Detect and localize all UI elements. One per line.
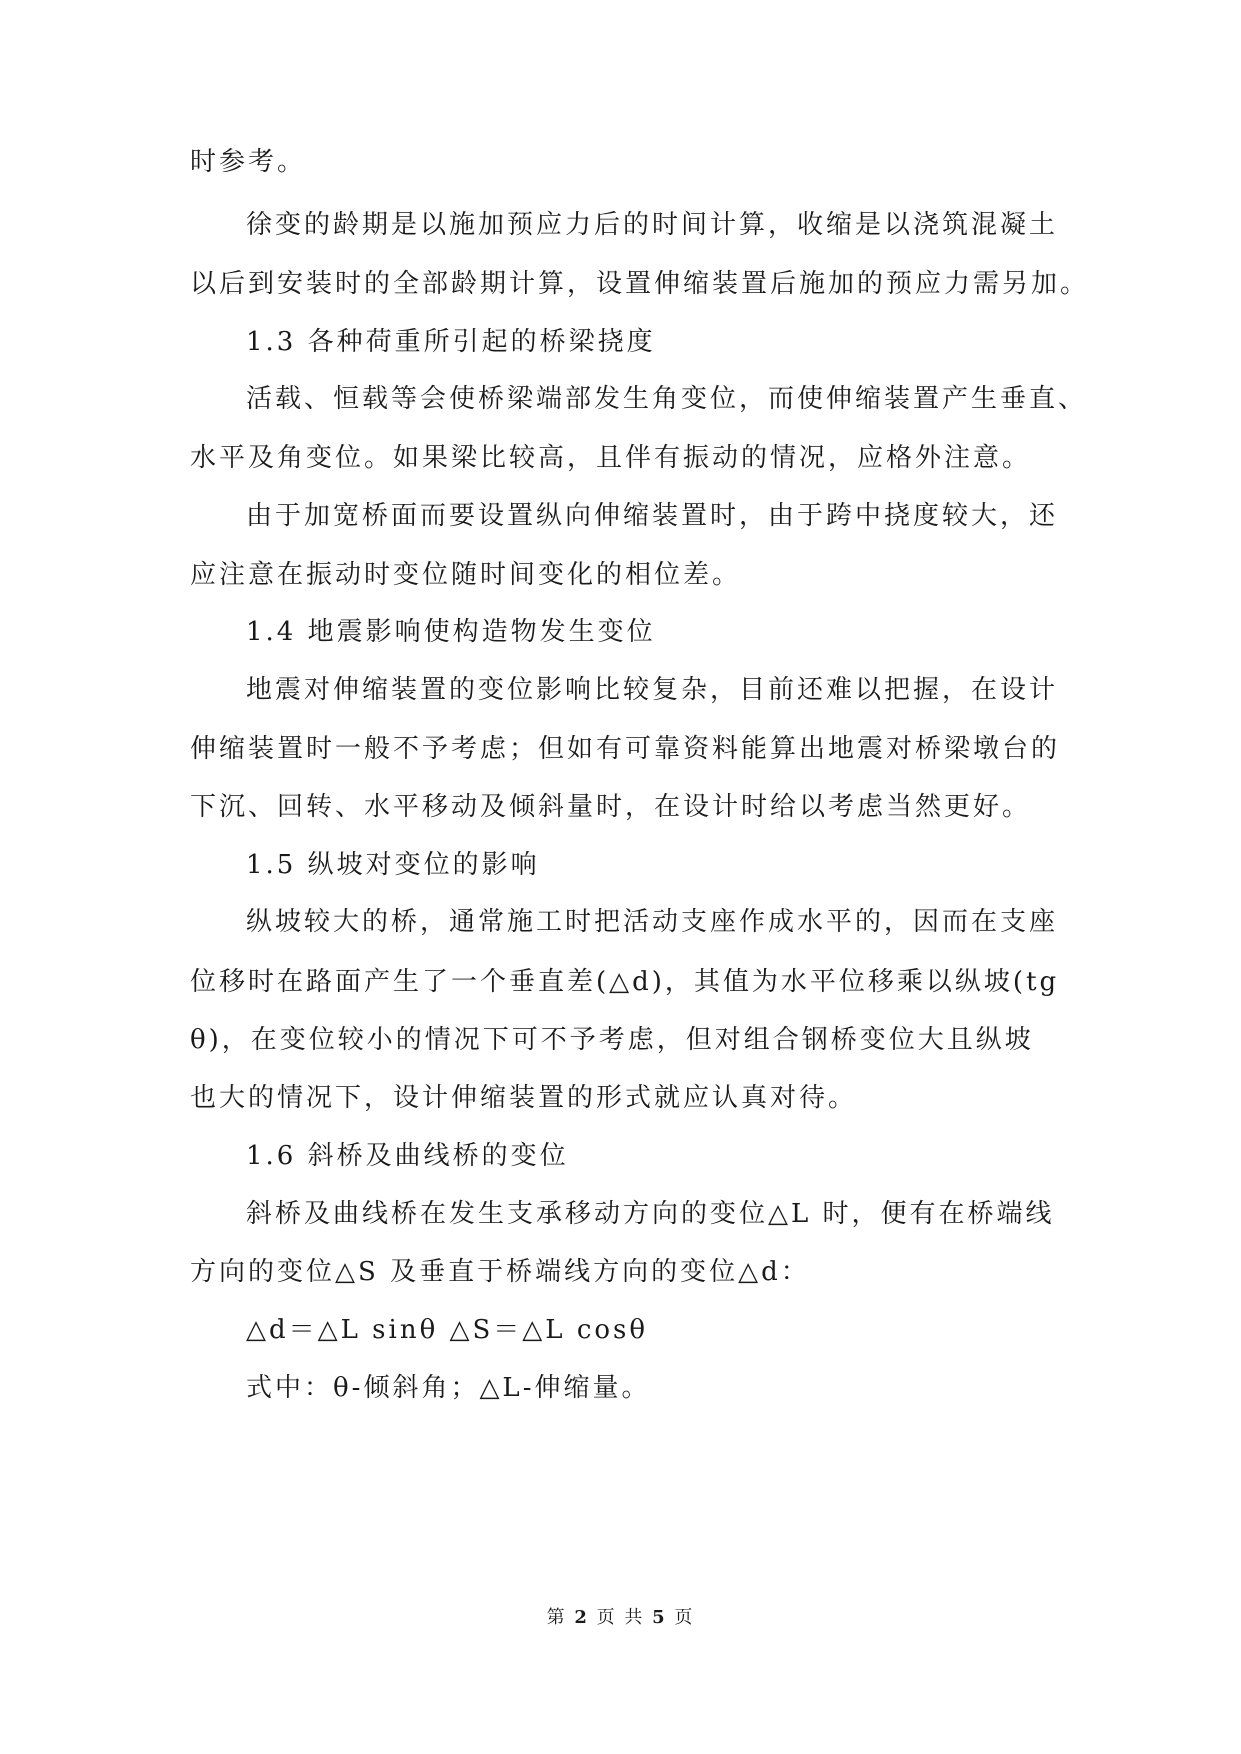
paragraph-line: 地震对伸缩装置的变位影响比较复杂，目前还难以把握，在设计 <box>246 675 1059 705</box>
formula-line: △d＝△L sinθ △S＝△L cosθ <box>246 1315 649 1345</box>
footer-middle: 页 共 <box>596 1607 645 1628</box>
paragraph-line: 由于加宽桥面而要设置纵向伸缩装置时，由于跨中挠度较大，还 <box>246 501 1059 531</box>
paragraph-line: 方向的变位△S 及垂直于桥端线方向的变位△d： <box>190 1257 810 1287</box>
section-heading-1-3: 1.3 各种荷重所引起的桥梁挠度 <box>246 327 656 357</box>
paragraph-line: 徐变的龄期是以施加预应力后的时间计算，收缩是以浇筑混凝土 <box>246 210 1059 240</box>
paragraph-line: 水平及角变位。如果梁比较高，且伴有振动的情况，应格外注意。 <box>190 443 1032 473</box>
paragraph-line: θ)，在变位较小的情况下可不予考虑，但对组合钢桥变位大且纵坡 <box>190 1025 1034 1055</box>
total-page-count: 5 <box>652 1607 667 1628</box>
section-heading-1-5: 1.5 纵坡对变位的影响 <box>246 850 540 880</box>
section-heading-1-4: 1.4 地震影响使构造物发生变位 <box>246 617 656 647</box>
paragraph-line: 伸缩装置时一般不予考虑；但如有可靠资料能算出地震对桥梁墩台的 <box>190 734 1061 764</box>
paragraph-line: 纵坡较大的桥，通常施工时把活动支座作成水平的，因而在支座 <box>246 907 1059 937</box>
paragraph-line: 应注意在振动时变位随时间变化的相位差。 <box>190 560 742 590</box>
page-footer <box>0 1606 1241 1630</box>
paragraph-line: 活载、恒载等会使桥梁端部发生角变位，而使伸缩装置产生垂直、 <box>246 384 1088 414</box>
paragraph-line: 斜桥及曲线桥在发生支承移动方向的变位△L 时，便有在桥端线 <box>246 1199 1055 1229</box>
paragraph-line: 位移时在路面产生了一个垂直差(△d)，其值为水平位移乘以纵坡(tg <box>190 967 1060 997</box>
section-heading-1-6: 1.6 斜桥及曲线桥的变位 <box>246 1141 569 1171</box>
formula-legend: 式中：θ-倾斜角；△L-伸缩量。 <box>246 1373 651 1403</box>
footer-prefix: 第 <box>546 1607 567 1628</box>
paragraph-line: 以后到安装时的全部龄期计算，设置伸缩装置后施加的预应力需另加。 <box>190 269 1090 299</box>
paragraph-line: 也大的情况下，设计伸缩装置的形式就应认真对待。 <box>190 1083 858 1113</box>
current-page-number: 2 <box>574 1607 589 1628</box>
footer-suffix: 页 <box>674 1607 695 1628</box>
paragraph-line: 时参考。 <box>190 147 307 177</box>
paragraph-line: 下沉、回转、水平移动及倾斜量时，在设计时给以考虑当然更好。 <box>190 792 1032 822</box>
